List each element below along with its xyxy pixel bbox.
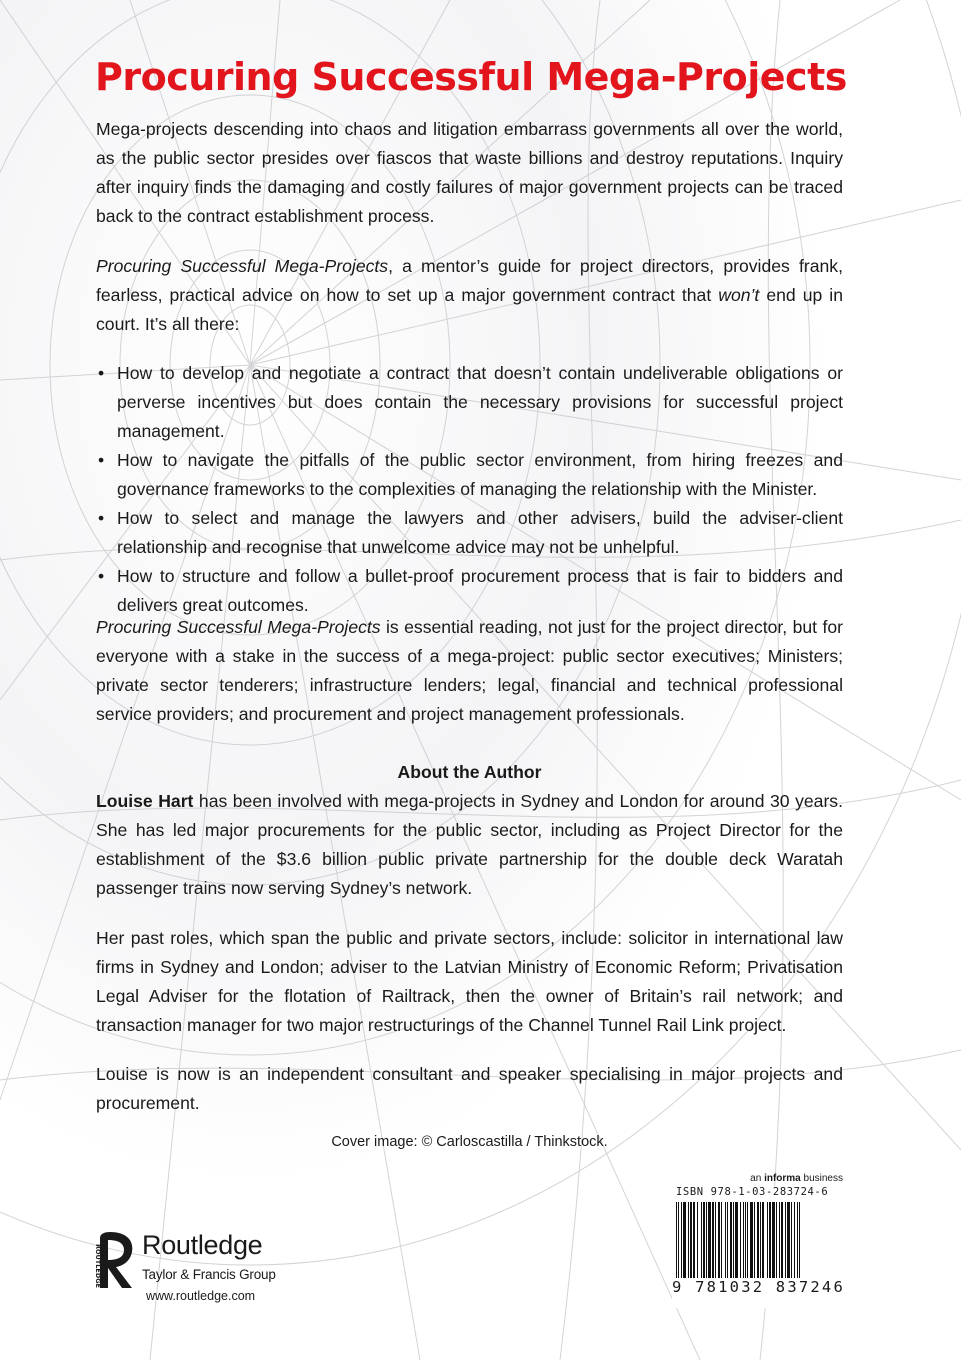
guide-paragraph [96, 252, 843, 339]
barcode-bar [721, 1202, 722, 1278]
list-item: • How to select and manage the lawyers and other advisers, build the adviser-client relationship and recognise that unwelcome advice may not be unhelpful. [96, 504, 843, 562]
barcode-bar [708, 1202, 711, 1278]
barcode-bar [683, 1202, 686, 1278]
barcode-bar [747, 1202, 748, 1278]
barcode-bar [779, 1202, 780, 1278]
feature-bullet-list [96, 359, 843, 620]
barcode-bar [697, 1202, 698, 1278]
intro-paragraph: Mega-projects descending into chaos and litigation embarrass governments all over the world, as the public sector presides over fiascos that waste billions and destroy reputations. Inquiry after inquiry finds the damaging and costly failures of major government projects can be traced back to the contract establishment process. [96, 119, 843, 226]
barcode-bar [794, 1202, 795, 1278]
barcode-bar [706, 1202, 707, 1278]
routledge-logo-icon [92, 1228, 138, 1292]
publisher-url[interactable]: www.routledge.com [146, 1289, 256, 1303]
barcode-bar [701, 1202, 702, 1278]
barcode-bar [762, 1202, 764, 1278]
guide-emphasis: won’t [718, 285, 760, 305]
barcode-bar [799, 1202, 800, 1278]
barcode-bar [776, 1202, 777, 1278]
barcode-bar [750, 1202, 753, 1278]
barcode-bar [730, 1202, 732, 1278]
informa-brand: informa [764, 1173, 801, 1184]
barcode-bar [787, 1202, 790, 1278]
barcode-bar [681, 1202, 682, 1278]
readers-paragraph [96, 613, 843, 729]
barcode-bar [760, 1202, 761, 1278]
barcode-bar [781, 1202, 783, 1278]
author-bio-1-text: has been involved with mega-projects in Sydney and London for around 30 years. She has led major procurements for the public sector, including as Project Director for the establishment of the $3.6 billion public private partnership for the double deck Waratah passenger trains now serving Sydney’s network. [96, 791, 843, 898]
barcode-bar [733, 1202, 734, 1278]
barcode-bar [712, 1202, 714, 1278]
book-title: Procuring Successful Mega-Projects [95, 55, 847, 99]
author-bio-1 [96, 787, 843, 903]
guide-text-b: end up in court. It’s all there: [96, 285, 843, 334]
about-author-heading: About the Author [397, 762, 542, 782]
publisher-block [92, 1226, 332, 1306]
isbn-barcode [672, 1186, 844, 1308]
barcode-bars [676, 1202, 842, 1278]
barcode-bar [757, 1202, 759, 1278]
barcode-bar [678, 1202, 679, 1278]
isbn-text: ISBN 978-1-03-283724-6 [676, 1186, 829, 1198]
list-item: • How to structure and follow a bullet-proof procurement process that is fair to bidders and delivers great outcomes. [96, 562, 843, 620]
barcode-bar [797, 1202, 798, 1278]
publisher-name: Routledge [142, 1230, 263, 1260]
readers-book-title: Procuring Successful Mega-Projects [96, 617, 381, 637]
list-item: • How to navigate the pitfalls of the public sector environment, from hiring freezes and governance frameworks to the complexities of managing the relationship with the Minister. [96, 446, 843, 504]
barcode-bar [785, 1202, 786, 1278]
barcode-bar [745, 1202, 746, 1278]
author-bio-2: Her past roles, which span the public and private sectors, include: solicitor in international law firms in Sydney and London; adviser to the Latvian Ministry of Economic Reform; Privatisation Legal Adviser for the flotation of Railtrack, then the owner of Britain’s rail network; and transaction manager for two major restructurings of the Channel Tunnel Rail Link project. [96, 928, 843, 1035]
author-bio-3: Louise is now is an independent consultant and speaker specialising in major projects and procurement. [96, 1064, 843, 1113]
barcode-digits: 9 781032 837246 [672, 1278, 845, 1296]
barcode-bar [693, 1202, 695, 1278]
barcode-bar [725, 1202, 726, 1278]
informa-business-tag: an informa business [750, 1173, 843, 1184]
author-name: Louise Hart [96, 791, 194, 811]
guide-text-a: , a mentor’s guide for project directors, provides frank, fearless, practical advice on how to set up a major government contract that [96, 256, 843, 305]
barcode-bar [690, 1202, 692, 1278]
barcode-bar [715, 1202, 716, 1278]
barcode-bar [727, 1202, 728, 1278]
barcode-bar [769, 1202, 771, 1278]
barcode-bar [791, 1202, 792, 1278]
cover-image-credit: Cover image: © Carloscastilla / Thinkstock. [331, 1134, 608, 1150]
barcode-bar [688, 1202, 689, 1278]
svg-text:ROUTLEDGE: ROUTLEDGE [94, 1244, 102, 1288]
barcode-bar [772, 1202, 775, 1278]
barcode-bar [735, 1202, 738, 1278]
publisher-group: Taylor & Francis Group [142, 1267, 276, 1282]
barcode-bar [743, 1202, 744, 1278]
barcode-bar [767, 1202, 768, 1278]
barcode-bar [703, 1202, 705, 1278]
guide-book-title: Procuring Successful Mega-Projects [96, 256, 389, 276]
barcode-bar [718, 1202, 720, 1278]
list-item: • How to develop and negotiate a contract that doesn’t contain undeliverable obligations or perverse incentives but does contain the necessary provisions for successful project management. [96, 359, 843, 446]
barcode-bar [754, 1202, 755, 1278]
barcode-bar [740, 1202, 741, 1278]
readers-text: is essential reading, not just for the project director, but for everyone with a stake in the success of a mega-project: public sector executives; Ministers; private sector tenderers; infrastructure lenders; legal, financial and technical professional service providers; and procurement and project management professionals. [96, 617, 843, 724]
barcode-bar [676, 1202, 677, 1278]
